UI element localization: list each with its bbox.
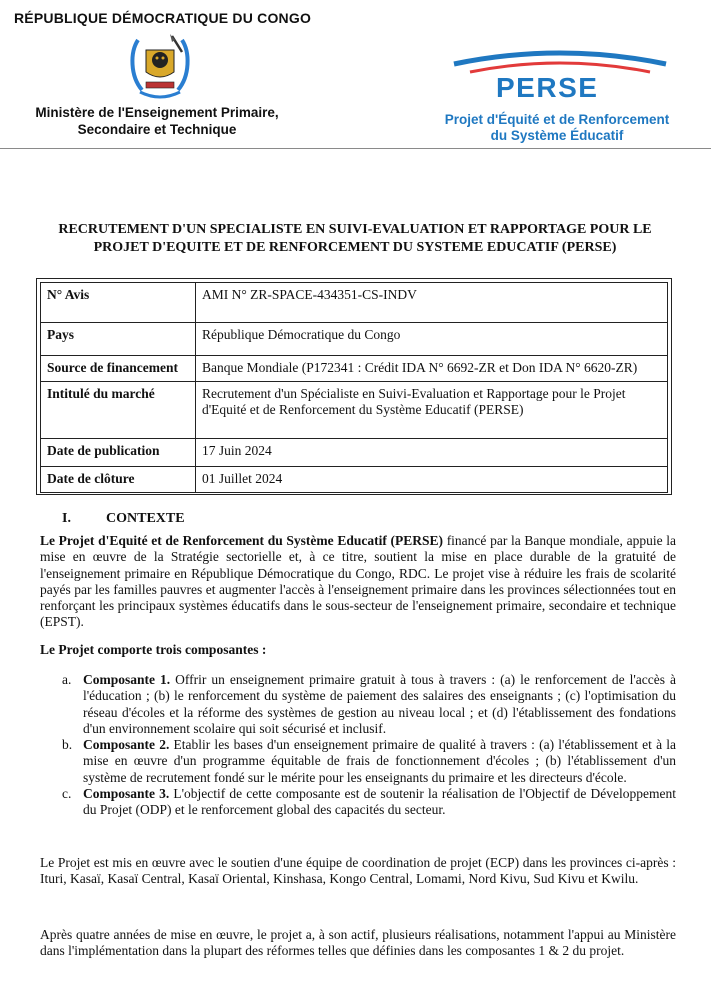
item-title: Composante 3. <box>83 786 170 802</box>
table-row <box>41 439 668 467</box>
table-row <box>41 382 668 439</box>
title-line-2: PROJET D'EQUITE ET DE RENFORCEMENT DU SYSTEME EDUCATIF (PERSE) <box>93 240 617 255</box>
item-title: Composante 2. <box>83 737 170 753</box>
list-marker: a. <box>62 672 72 687</box>
ministry-line-1: Ministère de l'Enseignement Primaire, <box>35 105 279 120</box>
row-value: AMI N° ZR-SPACE-434351-CS-INDV <box>196 283 668 323</box>
list-item <box>62 786 676 819</box>
section-number: I. <box>62 511 71 526</box>
coat-of-arms-icon <box>128 32 192 102</box>
row-label: Date de publication <box>41 439 196 467</box>
row-value: Recrutement d'un Spécialiste en Suivi-Evaluation et Rapportage pour le Projet d'Equité et de Renforcement du Système Educatif (PERSE) <box>196 382 668 439</box>
section-heading <box>62 511 185 527</box>
document-title <box>30 221 680 257</box>
table-row <box>41 356 668 382</box>
table-row <box>41 323 668 356</box>
item-title: Composante 1. <box>83 672 171 687</box>
row-label: Pays <box>41 323 196 356</box>
item-text: Etablir les bases d'un enseignement primaire de qualité à travers : (a) l'établissement et à la mise en œuvre d'un programme équitable de frais de fonctionnement d'écoles ; (b) l'établissement d'un système de recrutement fondé sur le mérite pour les enseignants du primaire et les directeurs d'école. <box>83 737 676 785</box>
country-name: RÉPUBLIQUE DÉMOCRATIQUE DU CONGO <box>14 10 312 26</box>
section-title: CONTEXTE <box>106 511 185 526</box>
title-line-1: RECRUTEMENT D'UN SPECIALISTE EN SUIVI-EVALUATION ET RAPPORTAGE POUR LE <box>58 222 652 237</box>
item-text: L'objectif de cette composante est de soutenir la réalisation de l'Objectif de Développement du Projet (ODP) et le renforcement global des capacités du secteur. <box>83 786 676 818</box>
ministry-name <box>22 104 292 138</box>
letterhead <box>0 0 711 150</box>
list-marker: b. <box>62 737 73 753</box>
perse-full-name <box>432 112 682 144</box>
ministry-line-2: Secondaire et Technique <box>77 122 237 137</box>
row-value: République Démocratique du Congo <box>196 323 668 356</box>
item-text: Offrir un enseignement primaire gratuit à tous à travers : (a) le renforcement de l'accès à l'éducation ; (b) le renforcement du système de paiement des salaires des enseignants ; (c) l'optimisation du réseau d'écoles et la réforme des systèmes de gestion au niveau local ; et (d) l'établissement des fondations d'un environnement scolaire qui soit sécurisé et inclusif. <box>83 672 676 736</box>
row-label: Intitulé du marché <box>41 382 196 439</box>
row-label: Source de financement <box>41 356 196 382</box>
row-label: N° Avis <box>41 283 196 323</box>
list-marker: c. <box>62 786 72 802</box>
row-value: Banque Mondiale (P172341 : Crédit IDA N° 6692-ZR et Don IDA N° 6620-ZR) <box>196 356 668 382</box>
perse-line-1: Projet d'Équité et de Renforcement <box>444 112 670 127</box>
row-value: 01 Juillet 2024 <box>196 467 668 493</box>
table-row <box>41 283 668 323</box>
header-divider <box>0 148 711 149</box>
project-name: Le Projet d'Equité et de Renforcement du Système Educatif (PERSE) <box>40 533 444 548</box>
row-value: 17 Juin 2024 <box>196 439 668 467</box>
components-intro: Le Projet comporte trois composantes : <box>40 642 267 657</box>
components-list <box>62 672 676 819</box>
notice-info-table <box>40 282 668 493</box>
perse-acronym: PERSE <box>496 72 599 103</box>
context-paragraph-4: Après quatre années de mise en œuvre, le projet a, à son actif, plusieurs réalisations, notamment l'appui au Ministère dans l'implémentation dans la plupart des réformes telles que définies dans les composantes 1 & 2 du projet. <box>40 927 676 959</box>
paragraph-text: financé par la Banque mondiale, appuie la mise en œuvre de la Stratégie sectorielle et, à ce titre, soutient la mise en place durable de la gratuité de l'enseignement primaire en République Démocratique du Congo, RDC. Le projet vise à réduire les frais de scolarité payés par les familles pauvres et augmenter l'accès à l'enseignement primaire dans les provinces sélectionnées tout en renforçant les principaux systèmes éducatifs dans le sous-secteur de l'enseignement primaire, secondaire et technique (EPST). <box>40 533 676 630</box>
table-row <box>41 467 668 493</box>
row-label: Date de clôture <box>41 467 196 493</box>
context-paragraph-3: Le Projet est mis en œuvre avec le soutien d'une équipe de coordination de projet (ECP) dans les provinces ci-après : Ituri, Kasaï, Kasaï Central, Kasaï Oriental, Kinshasa, Kongo Central, Lomami, Nord Kivu, Sud Kivu et Kwilu. <box>40 855 676 887</box>
list-item <box>62 672 676 737</box>
list-item <box>62 737 676 786</box>
perse-line-2: du Système Éducatif <box>490 128 624 143</box>
context-paragraph-1 <box>40 533 676 631</box>
perse-logo <box>440 46 680 146</box>
